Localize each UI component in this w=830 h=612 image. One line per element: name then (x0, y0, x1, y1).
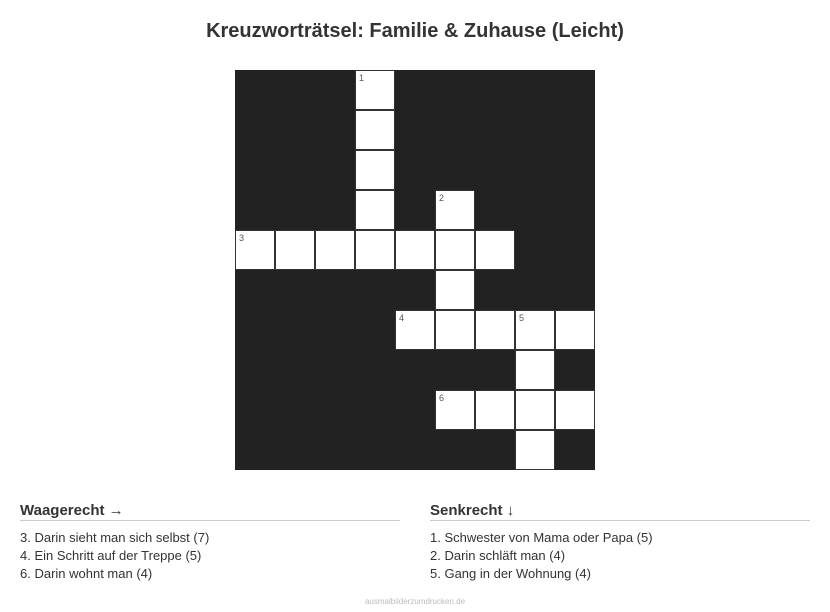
down-arrow-icon: ↓ (506, 502, 515, 519)
grid-cell[interactable] (475, 310, 515, 350)
grid-cell[interactable] (315, 230, 355, 270)
right-arrow-icon: → (108, 502, 124, 519)
puzzle-title: Kreuzworträtsel: Familie & Zuhause (Leicht) (206, 20, 624, 42)
grid-cell[interactable] (395, 310, 435, 350)
grid-cell[interactable] (435, 390, 475, 430)
grid-cell[interactable] (355, 230, 395, 270)
down-clues (430, 502, 810, 583)
grid-cell[interactable] (475, 230, 515, 270)
grid-cell[interactable] (435, 310, 475, 350)
grid-cell[interactable] (355, 150, 395, 190)
grid-cell[interactable] (435, 230, 475, 270)
clue-number: 6 (439, 393, 445, 403)
grid-cell[interactable] (555, 390, 595, 430)
down-heading-label: Senkrecht (430, 502, 503, 519)
grid-cell[interactable] (435, 270, 475, 310)
footer-credit: ausmalbilderzumdrucken.de (364, 597, 466, 606)
grid-cell[interactable] (435, 190, 475, 230)
grid-cell[interactable] (355, 190, 395, 230)
clue-number: 1 (359, 73, 365, 83)
across-clue: 4. Ein Schritt auf der Treppe (5) (20, 548, 202, 563)
grid-cell[interactable] (355, 70, 395, 110)
down-heading (430, 502, 810, 521)
across-clues (20, 502, 400, 583)
crossword-grid (235, 70, 595, 470)
clue-number: 5 (519, 313, 525, 323)
down-clue: 2. Darin schläft man (4) (430, 548, 566, 563)
grid-cell[interactable] (515, 430, 555, 470)
grid-cell[interactable] (395, 230, 435, 270)
grid-cell[interactable] (515, 390, 555, 430)
grid-cell[interactable] (355, 110, 395, 150)
clue-number: 2 (439, 193, 445, 203)
grid-cell[interactable] (275, 230, 315, 270)
grid-cell[interactable] (515, 310, 555, 350)
grid-cell[interactable] (515, 350, 555, 390)
across-heading-label: Waagerecht (20, 502, 105, 519)
clue-number: 4 (399, 313, 405, 323)
grid-cell[interactable] (235, 230, 275, 270)
down-clue: 5. Gang in der Wohnung (4) (430, 566, 591, 581)
clue-number: 3 (239, 233, 245, 243)
across-heading (20, 502, 400, 521)
down-clue: 1. Schwester von Mama oder Papa (5) (430, 530, 653, 545)
grid-cell[interactable] (475, 390, 515, 430)
grid-cell[interactable] (555, 310, 595, 350)
across-clue: 6. Darin wohnt man (4) (20, 566, 153, 581)
across-clue: 3. Darin sieht man sich selbst (7) (20, 530, 210, 545)
